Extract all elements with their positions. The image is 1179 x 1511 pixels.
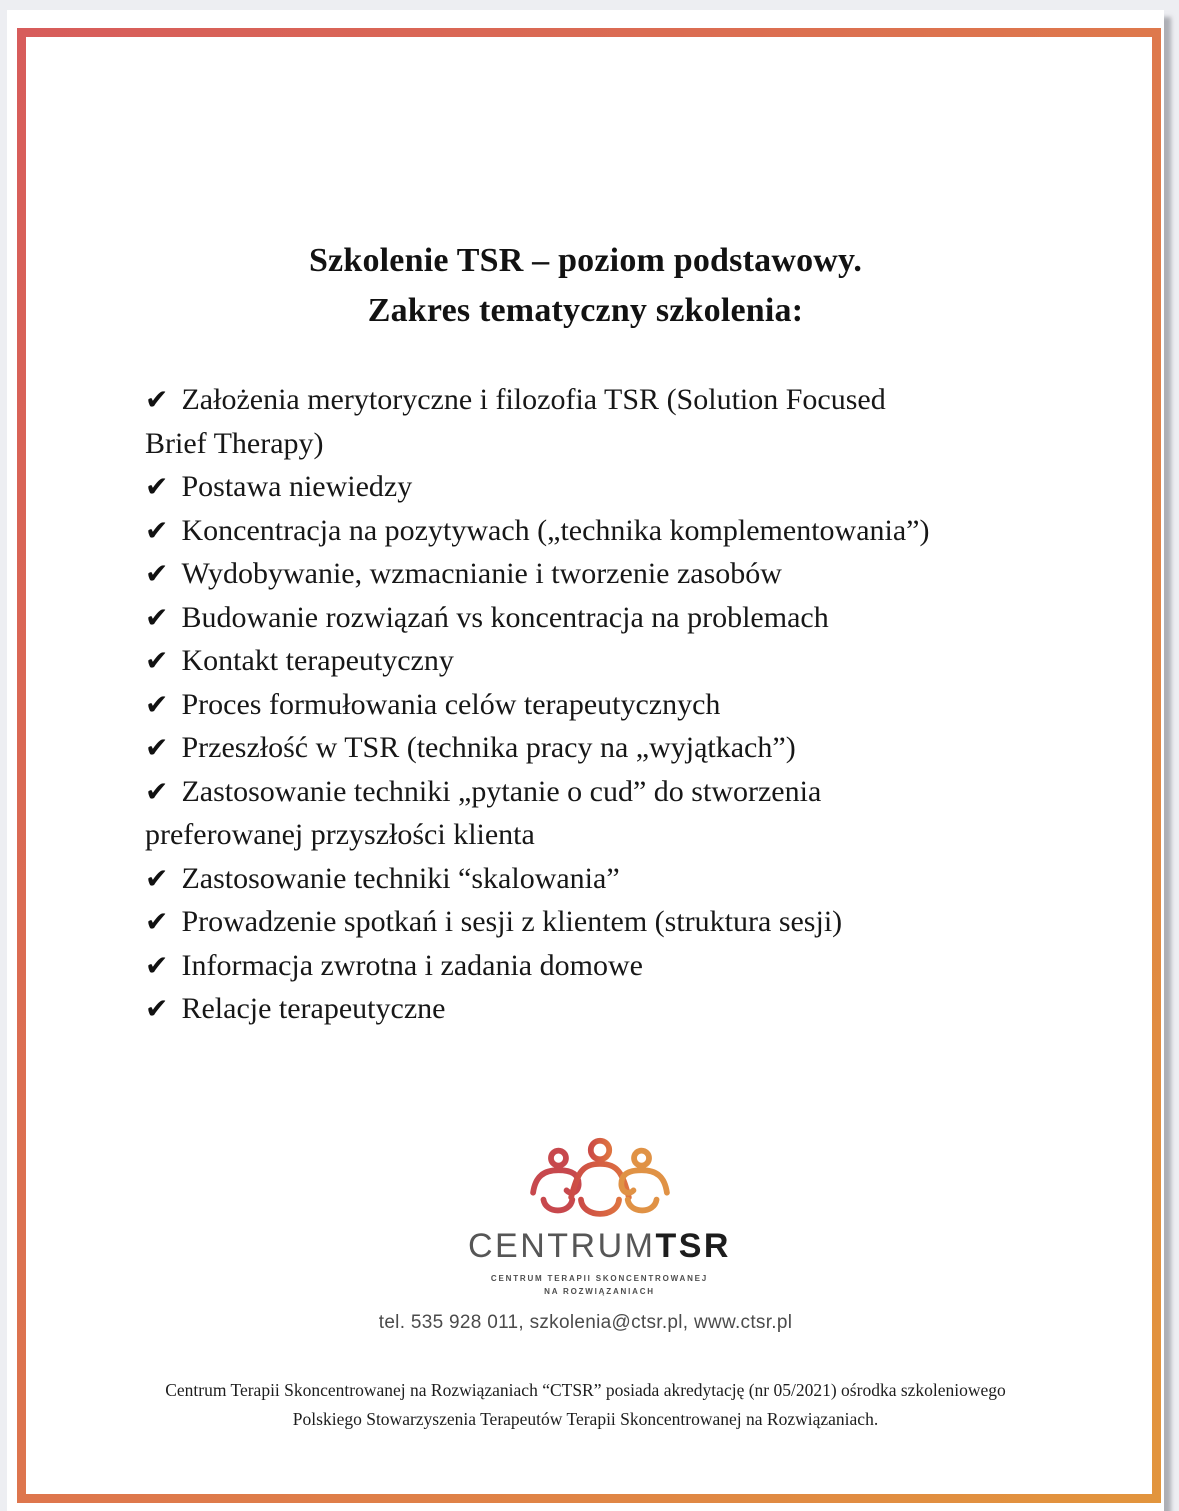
tagline-line-2: NA ROZWIĄZANIACH bbox=[544, 1287, 655, 1296]
check-icon: ✔ bbox=[145, 992, 169, 1025]
topic-item: ✔ Informacja zwrotna i zadania domowe bbox=[145, 948, 643, 982]
title-line-2: Zakres tematyczny szkolenia: bbox=[367, 292, 804, 329]
brand-centrum: CENTRUM bbox=[468, 1227, 656, 1265]
topic-item: ✔ Wydobywanie, wzmacnianie i tworzenie zasobów bbox=[145, 557, 782, 590]
check-icon: ✔ bbox=[145, 600, 169, 634]
check-icon: ✔ bbox=[145, 470, 169, 503]
accreditation-note bbox=[7, 1376, 1164, 1434]
topic-item: ✔ Zastosowanie techniki „pytanie o cud” do stworzenia preferowanej przyszłości klienta bbox=[145, 774, 822, 851]
logo-group bbox=[21, 1136, 1178, 1298]
check-icon: ✔ bbox=[145, 905, 169, 938]
check-icon: ✔ bbox=[145, 774, 169, 808]
check-icon: ✔ bbox=[145, 513, 169, 547]
check-icon: ✔ bbox=[145, 383, 169, 416]
topic-item: ✔ Zastosowanie techniki “skalowania” bbox=[145, 861, 620, 895]
topic-item: ✔ Relacje terapeutyczne bbox=[145, 992, 446, 1025]
accreditation-line-1: Centrum Terapii Skoncentrowanej na Rozwiązaniach “CTSR” posiada akredytację (nr 05/2021) ośrodka szkoleniowego bbox=[165, 1380, 1006, 1400]
title-line-1: Szkolenie TSR – poziom podstawowy. bbox=[308, 242, 863, 279]
page-sheet bbox=[7, 10, 1164, 1511]
topic-item: ✔ Przeszłość w TSR (technika pracy na „wyjątkach”) bbox=[145, 731, 796, 764]
check-icon: ✔ bbox=[145, 948, 169, 982]
topic-item: ✔ Postawa niewiedzy bbox=[145, 470, 413, 503]
check-icon: ✔ bbox=[145, 687, 169, 721]
topic-item: ✔ Proces formułowania celów terapeutycznych bbox=[145, 687, 721, 721]
topic-item: ✔ Koncentracja na pozytywach („technika komplementowania”) bbox=[145, 513, 930, 547]
topic-list bbox=[145, 378, 1060, 1031]
page-title bbox=[7, 236, 1164, 336]
check-icon: ✔ bbox=[145, 861, 169, 895]
topic-item: ✔ Kontakt terapeutyczny bbox=[145, 644, 454, 677]
contact-line: tel. 535 928 011, szkolenia@ctsr.pl, www.ctsr.pl bbox=[378, 1312, 793, 1333]
brand-tsr: TSR bbox=[655, 1227, 731, 1265]
check-icon: ✔ bbox=[145, 644, 169, 677]
topic-item: ✔ Założenia merytoryczne i filozofia TSR (Solution Focused Brief Therapy) bbox=[145, 383, 886, 460]
check-icon: ✔ bbox=[145, 557, 169, 590]
topic-item: ✔ Budowanie rozwiązań vs koncentracja na problemach bbox=[145, 600, 829, 634]
check-icon: ✔ bbox=[145, 731, 169, 764]
brand-tagline bbox=[21, 1272, 1178, 1298]
centrum-tsr-logo-icon bbox=[525, 1136, 675, 1224]
accreditation-line-2: Polskiego Stowarzyszenia Terapeutów Terapii Skoncentrowanej na Rozwiązaniach. bbox=[292, 1409, 879, 1429]
topic-item: ✔ Prowadzenie spotkań i sesji z klientem (struktura sesji) bbox=[145, 905, 843, 938]
brand-wordmark bbox=[21, 1226, 1178, 1266]
tagline-line-1: CENTRUM TERAPII SKONCENTROWANEJ bbox=[490, 1274, 709, 1283]
logo-block bbox=[7, 1136, 1164, 1334]
